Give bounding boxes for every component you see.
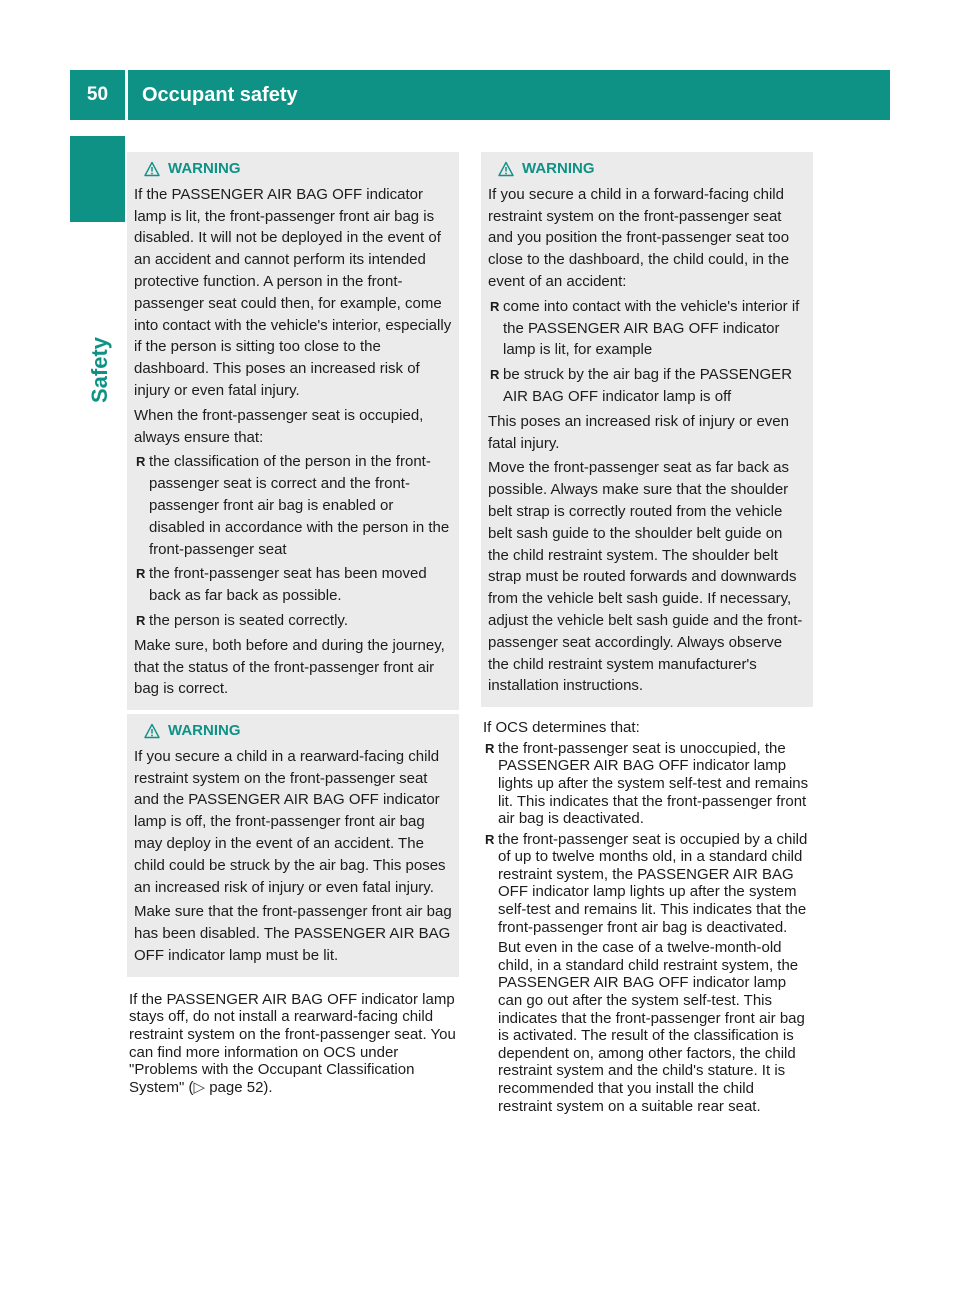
list-item xyxy=(134,610,453,632)
list-item-text: be struck by the air bag if the PASSENGER AIR BAG OFF indicator lamp is off xyxy=(503,366,793,405)
warning-text: If you secure a child in a forward-facing child restraint system on the front-passenger seat and you position the front-passenger seat too close to the dashboard, the child could, in the event of an accident: xyxy=(488,185,790,290)
list-item xyxy=(134,563,453,607)
left-column-lower xyxy=(127,714,459,1099)
warning-box xyxy=(127,714,459,977)
bullet-icon: R xyxy=(485,740,495,756)
warning-text: Make sure, both before and during the journey, that the status of the front-passenger front air bag is correct. xyxy=(134,636,445,698)
bullet-icon: R xyxy=(485,831,495,847)
section-tab xyxy=(82,320,118,420)
bullet-icon: R xyxy=(136,612,146,628)
list-item-text: come into contact with the vehicle's interior if the PASSENGER AIR BAG OFF indicator lamp is lit, for example xyxy=(503,297,800,359)
warning-box xyxy=(481,152,813,707)
ocs-list xyxy=(483,740,811,937)
warning-header xyxy=(144,158,453,180)
bullet-icon: R xyxy=(490,298,500,314)
ocs-intro: If OCS determines that: xyxy=(483,719,640,737)
bullet-icon: R xyxy=(136,454,146,470)
warning-triangle-icon xyxy=(144,161,160,177)
warning-list xyxy=(134,451,453,631)
warning-header xyxy=(498,158,807,180)
warning-triangle-icon xyxy=(498,161,514,177)
list-item xyxy=(134,451,453,560)
page-reference-arrow-icon: ▷ xyxy=(193,1078,206,1096)
list-item-text: the front-passenger seat is unoccupied, the PASSENGER AIR BAG OFF indicator lamp lights up after the system self-test and remains lit. This indicates that the front-passenger front air bag is deactivated. xyxy=(498,739,809,828)
page-number: 50 xyxy=(70,70,125,120)
left-column xyxy=(127,152,459,710)
warning-title: WARNING xyxy=(168,160,241,177)
body-section xyxy=(127,991,459,1097)
list-item-text: the front-passenger seat has been moved back as far back as possible. xyxy=(149,565,427,605)
list-item-text: the classification of the person in the front-passenger seat is correct and the front-passenger front air bag is enabled or disabled in accordance with the person in the front-passenger seat xyxy=(149,453,450,558)
warning-title: WARNING xyxy=(168,722,241,739)
warning-triangle-icon xyxy=(144,723,160,739)
body-paragraph xyxy=(129,991,457,1097)
bullet-icon: R xyxy=(136,566,146,582)
right-column xyxy=(481,152,813,1118)
list-item xyxy=(488,364,807,408)
warning-header xyxy=(144,720,453,742)
warning-text: Move the front-passenger seat as far back as possible. Always make sure that the shoulder belt strap is correctly routed from the vehicle belt sash guide to the shoulder belt guide on the child restraint system. The shoulder belt strap must be routed forwards and downwards from the vehicle belt sash guide. If necessary, adjust the vehicle belt sash guide and the front-passenger seat accordingly. Always observe the child restraint system manufacturer's installation instructions. xyxy=(488,459,803,695)
warning-text: If the PASSENGER AIR BAG OFF indicator lamp is lit, the front-passenger front air bag is disabled. It will not be deployed in the event of an accident and cannot perform its intended protective function. A person in the front-passenger seat could then, for example, come into contact with the vehicle's interior, especially if the person is sitting too close to the dashboard. This poses an increased risk of injury or even fatal injury. xyxy=(134,185,452,399)
list-item xyxy=(488,296,807,361)
section-marker xyxy=(70,136,125,222)
page-title: Occupant safety xyxy=(128,70,890,120)
list-item xyxy=(483,740,811,828)
list-item-text: the front-passenger seat is occupied by a child of up to twelve months old, in a standard child restraint system, the PASSENGER AIR BAG OFF indicator lamp lights up after the system self-test and remains lit. This indicates that the front-passenger front air bag is deactivated. xyxy=(498,830,808,936)
warning-text: This poses an increased risk of injury or even fatal injury. xyxy=(488,412,789,452)
bullet-icon: R xyxy=(490,367,500,383)
ocs-section xyxy=(481,719,813,1115)
section-label: Safety xyxy=(87,336,112,404)
warning-text: When the front-passenger seat is occupied, always ensure that: xyxy=(134,406,424,446)
warning-box xyxy=(127,152,459,710)
ocs-continuation: But even in the case of a twelve-month-old child, in a standard child restraint system, the PASSENGER AIR BAG OFF indicator lamp can go out after the system self-test. This indicates that the front-passenger front air bag is activated. The result of the classification is dependent on, among other factors, the child restraint system and the child's stature. It is recommended that you install the child restraint system on a suitable rear seat. xyxy=(498,939,805,1115)
page-reference: page 52). xyxy=(205,1078,273,1096)
body-text: If the PASSENGER AIR BAG OFF indicator lamp stays off, do not install a rearward-facing child restraint system on the front-passenger seat. You can find more information on OCS under "Problems with the Occupant Classification System" ( xyxy=(129,990,456,1096)
warning-text: If you secure a child in a rearward-facing child restraint system on the front-passenger seat and the PASSENGER AIR BAG OFF indicator lamp is off, the front-passenger front air bag may deploy in the event of an accident. The child could be struck by the air bag. This poses an increased risk of injury or even fatal injury. xyxy=(134,747,446,896)
list-item xyxy=(483,831,811,937)
list-item-text: the person is seated correctly. xyxy=(149,611,348,629)
warning-text: Make sure that the front-passenger front air bag has been disabled. The PASSENGER AIR BAG OFF indicator lamp must be lit. xyxy=(134,903,452,964)
warning-title: WARNING xyxy=(522,160,595,177)
warning-list xyxy=(488,296,807,408)
